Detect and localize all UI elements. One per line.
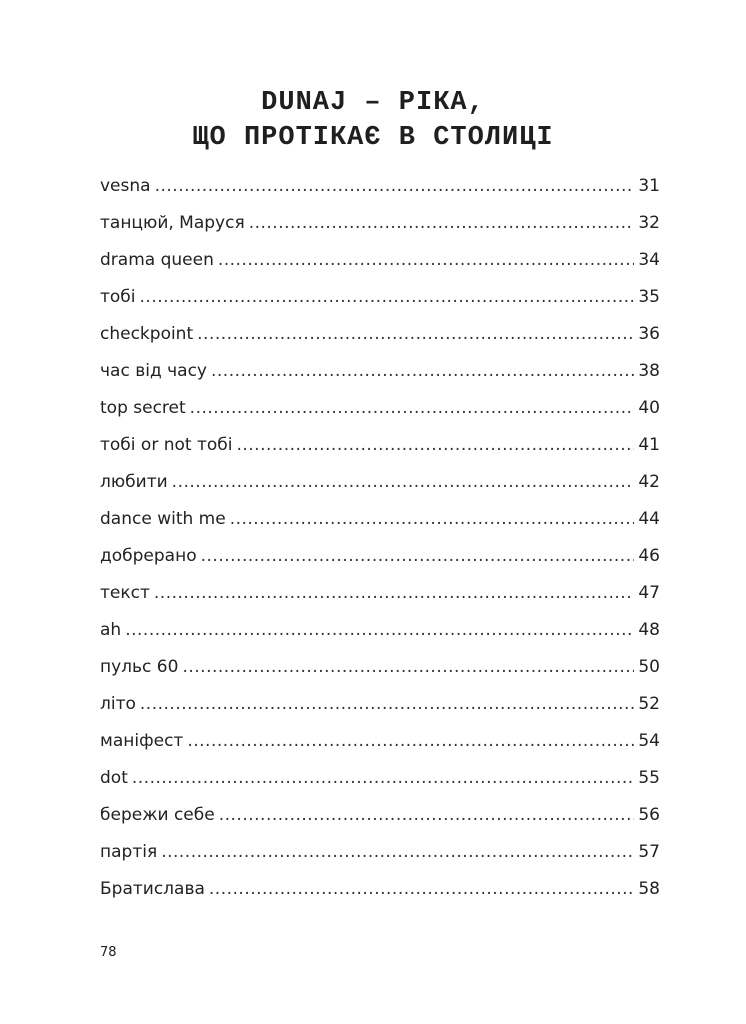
toc-entry xyxy=(100,213,660,250)
toc-entry xyxy=(100,805,660,842)
toc-leader-dots xyxy=(140,287,635,307)
toc-entry-title: танцюй, Маруся xyxy=(100,213,245,233)
toc-leader-dots xyxy=(154,583,634,603)
toc-entry-page: 58 xyxy=(638,879,660,899)
toc-leader-dots xyxy=(219,805,635,825)
toc-entry-page: 54 xyxy=(638,731,660,751)
toc-leader-dots xyxy=(140,694,634,714)
toc-entry-page: 44 xyxy=(638,509,660,529)
toc-entry-page: 55 xyxy=(638,768,660,788)
toc-entry-page: 32 xyxy=(638,213,660,233)
toc-entry-page: 34 xyxy=(638,250,660,270)
toc-leader-dots xyxy=(172,472,635,492)
toc-entry-title: dance with me xyxy=(100,509,226,529)
toc-entry-page: 52 xyxy=(638,694,660,714)
toc-entry-title: добрерано xyxy=(100,546,197,566)
toc-entry xyxy=(100,768,660,805)
toc-entry-page: 41 xyxy=(638,435,660,455)
toc-entry-title: тобі or not тобі xyxy=(100,435,233,455)
toc-leader-dots xyxy=(209,879,634,899)
toc-entry xyxy=(100,620,660,657)
toc-leader-dots xyxy=(187,731,634,751)
toc-entry xyxy=(100,250,660,287)
toc-leader-dots xyxy=(132,768,635,788)
toc-entry-title: літо xyxy=(100,694,136,714)
toc-entry-title: drama queen xyxy=(100,250,214,270)
toc-entry xyxy=(100,657,660,694)
toc-entry-page: 56 xyxy=(638,805,660,825)
toc-entry xyxy=(100,287,660,324)
toc-entry xyxy=(100,509,660,546)
toc-entry-title: бережи себе xyxy=(100,805,215,825)
toc-leader-dots xyxy=(182,657,634,677)
toc-leader-dots xyxy=(190,398,635,418)
toc-entry-title: партія xyxy=(100,842,158,862)
toc-entry-page: 36 xyxy=(638,324,660,344)
toc-leader-dots xyxy=(211,361,634,381)
page-number: 78 xyxy=(100,945,117,960)
toc-leader-dots xyxy=(197,324,634,344)
toc-entry xyxy=(100,472,660,509)
toc-entry-page: 35 xyxy=(638,287,660,307)
toc-entry xyxy=(100,176,660,213)
toc-leader-dots xyxy=(201,546,635,566)
table-of-contents xyxy=(100,176,660,916)
toc-leader-dots xyxy=(161,842,634,862)
toc-entry-title: vesna xyxy=(100,176,151,196)
toc-leader-dots xyxy=(155,176,635,196)
toc-entry-title: маніфест xyxy=(100,731,184,751)
toc-leader-dots xyxy=(249,213,635,233)
toc-entry xyxy=(100,879,660,916)
toc-leader-dots xyxy=(230,509,635,529)
toc-entry-title: checkpoint xyxy=(100,324,194,344)
section-title xyxy=(0,86,746,156)
toc-entry-title: час від часу xyxy=(100,361,207,381)
toc-entry-title: пульс 60 xyxy=(100,657,179,677)
toc-entry-page: 31 xyxy=(638,176,660,196)
toc-entry xyxy=(100,324,660,361)
toc-entry-title: dot xyxy=(100,768,128,788)
toc-entry-page: 47 xyxy=(638,583,660,603)
toc-leader-dots xyxy=(125,620,634,640)
toc-entry-title: любити xyxy=(100,472,168,492)
toc-entry-page: 48 xyxy=(638,620,660,640)
toc-entry xyxy=(100,435,660,472)
toc-entry-page: 46 xyxy=(638,546,660,566)
toc-entry xyxy=(100,398,660,435)
toc-leader-dots xyxy=(236,435,634,455)
section-title-line-2: ЩО ПРОТІКАЄ В СТОЛИЦІ xyxy=(192,123,554,153)
toc-entry xyxy=(100,546,660,583)
toc-entry-page: 40 xyxy=(638,398,660,418)
toc-entry-title: ah xyxy=(100,620,122,640)
toc-entry xyxy=(100,583,660,620)
toc-entry xyxy=(100,694,660,731)
toc-entry xyxy=(100,731,660,768)
toc-entry-title: Братислава xyxy=(100,879,205,899)
section-title-line-1: DUNAJ – РІКА, xyxy=(261,88,485,118)
toc-entry-page: 57 xyxy=(638,842,660,862)
toc-entry-page: 38 xyxy=(638,361,660,381)
toc-entry-page: 50 xyxy=(638,657,660,677)
toc-entry-page: 42 xyxy=(638,472,660,492)
toc-entry-title: top secret xyxy=(100,398,186,418)
toc-entry xyxy=(100,842,660,879)
toc-leader-dots xyxy=(218,250,635,270)
toc-entry-title: тобі xyxy=(100,287,136,307)
toc-entry xyxy=(100,361,660,398)
toc-entry-title: текст xyxy=(100,583,150,603)
